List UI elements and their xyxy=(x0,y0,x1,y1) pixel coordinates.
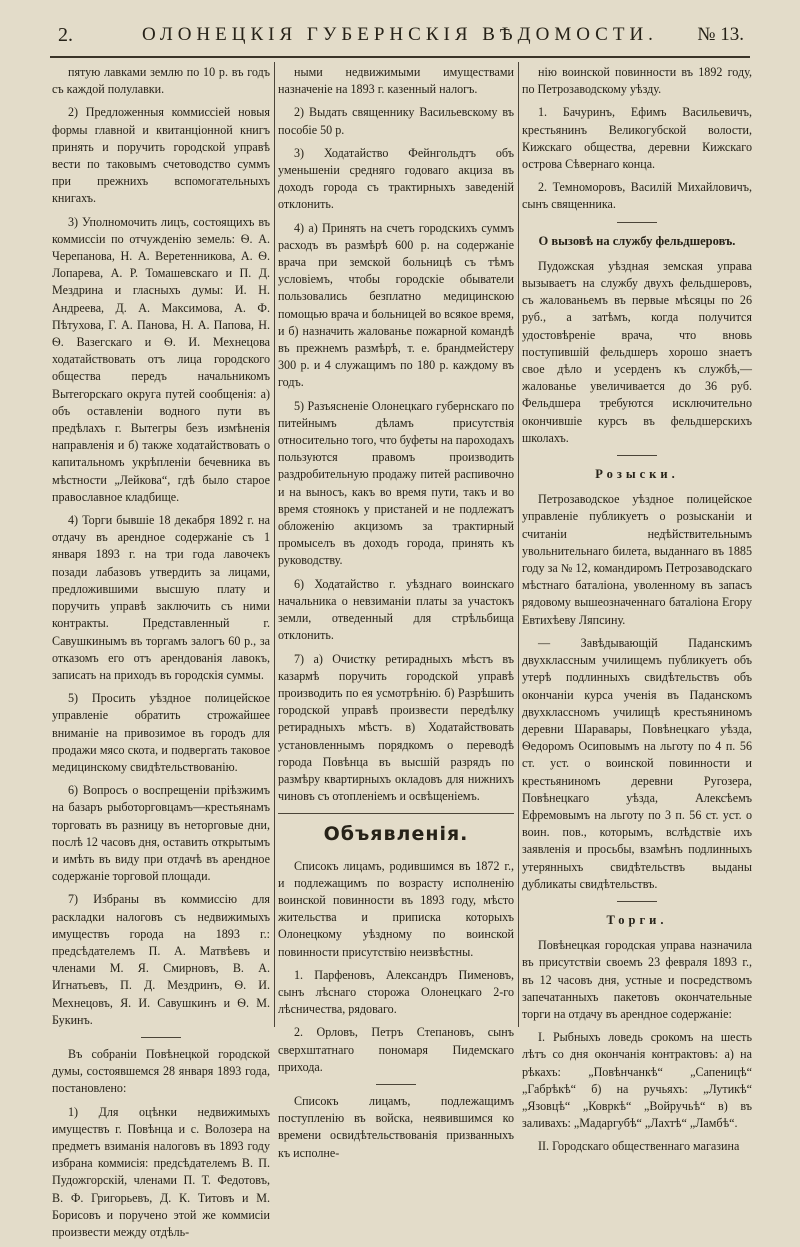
paragraph: — Завѣдывающій Паданскимъ двухклассным училищемъ публикуетъ объ утерѣ подлинныхъ свидѣтельствъ объ окончаніи курса ученія въ Паданскомъ двухклассномъ училищѣ крестьяниномъ деревни Шаравары, Повѣнецкаго уѣзда, Ѳедоромъ Осиповымъ на льготу по 4 п. 56 ст. уст. о воинской повинности и крестьяниномъ деревни Ругозера, Повѣнецкаго уѣзда, Алексѣемъ Ефремовымъ на льготу по 3 п. 56 ст. уст. о воин. пов., которымъ, вслѣдствіе ихъ заявленія и просьбы, взамѣнъ подлинныхъ утерянныхъ свидѣтельствъ выданы дубликаты свидѣтельствъ. xyxy=(522,635,752,891)
paragraph: I. Рыбныхъ ловедь срокомъ на шесть лѣтъ со дня окончанія контрактовъ: а) на рѣкахъ: „Повѣнчанкѣ“ „Сапеницѣ“ „Габрѣкѣ“ б) на ручьяхъ: „Лутикѣ“ „Язовцѣ“ „Ковркѣ“ „Войручьѣ“ в) въ заливахъ: „Мадаргубѣ“ „Лахтѣ“ „Ламбѣ“. xyxy=(522,1030,752,1131)
paragraph: 6) Вопросъ о воспрещеніи пріѣзжимъ на базаръ рыботорговцамъ—крестьянамъ торговать въ разницу въ неторговые дни, послѣ 12 часовъ дня, оставить открытымъ и имѣть въ виду при отдачѣ въ арендное содержаніе торговой площади. xyxy=(52,783,270,884)
paragraph: Списокъ лицамъ, родившимся въ 1872 г., и подлежащимъ по возрасту исполненію воинской повинности въ 1893 году, мѣсто жительства и приписка которыхъ Олонецкому уѣздному по воинской повинности присутствію неизвѣстны. xyxy=(278,858,514,959)
section-divider xyxy=(617,455,657,456)
paragraph: ными недвижимыми имуществами назначеніе на 1893 г. казенный налогъ. xyxy=(278,65,514,97)
page-number: 2. xyxy=(58,24,73,46)
paragraph: Списокъ лицамъ, подлежащимъ поступленію въ войска, неявившимся ко времени освидѣтельствованія призванныхъ къ исполне- xyxy=(278,1093,514,1160)
section-divider xyxy=(141,1037,181,1038)
paragraph: Повѣнецкая городская управа назначила въ присутствіи своемъ 23 февраля 1893 г., въ 12 часовъ дня, устные и посредствомъ запечатанныхъ пакетовъ окончательные торги на отдачу въ арендное содержаніе: xyxy=(522,938,752,1021)
section-heading-feldshers: О вызовѣ на службу фельдшеровъ. xyxy=(538,233,736,248)
paragraph: 7) Избраны въ коммиссію для раскладки налоговъ съ недвижимыхъ имуществъ города на 1893 г.: предсѣдателемъ П. А. Матвѣевъ и членами М. Я. Смирновъ, В. А. Игнатьевъ, П. Д. Мездринъ, Ѳ. И. Мехнецовъ, Я. И. Савушкинъ и Ѳ. М. Букинъ. xyxy=(52,892,270,1027)
paragraph: 4) а) Принять на счетъ городскихъ суммъ расходъ въ размѣрѣ 600 р. на содержаніе врача при земской больницѣ съ тѣмъ условіемъ, чтобы городскіе обыватели пользовались безплатно медицинскою помощью врача и больницей во всякое время, и б) назначить жалованье пожарной командѣ въ прежнемъ размѣрѣ, т. е. брандмейстеру 300 р. и 4 служащимъ по 180 р. каждому въ годъ. xyxy=(278,220,514,390)
paragraph: Петрозаводское уѣздное полицейское управленіе публикуетъ о розысканіи и считаніи недѣйствительнымъ увольнительнаго билета, выданнаго въ 1885 году за № 12, командиромъ Петрозаводскаго мѣстнаго баталіона, уволенному въ запасъ рядовому вышеозначеннаго баталіона Егору Евтихѣеву Ляпсину. xyxy=(522,492,752,627)
column-2 xyxy=(278,64,514,1168)
paragraph: 7) а) Очистку ретирадныхъ мѣстъ въ казармѣ поручить городской управѣ производить по ея усмотрѣнію. б) Разрѣшить городской управѣ произвести передѣлку ретирадныхъ мѣстъ. в) Ходатайствовать установленнымъ порядкомъ о переводѣ города Повѣнца въ высшій разрядъ по размѣру квартирныхъ окладовъ для нижнихъ чиновъ съ отопленіемъ и освѣщеніемъ. xyxy=(278,651,514,804)
paragraph: 5) Просить уѣздное полицейское управленіе обратить строжайшее вниманіе на привозимое въ городъ для продажи мясо скота, и подвергать таковое медицинскому свидѣтельствованію. xyxy=(52,691,270,774)
paragraph: 2) Выдать священнику Васильевскому въ пособіе 50 р. xyxy=(278,105,514,137)
paragraph: 4) Торги бывшіе 18 декабря 1892 г. на отдачу въ арендное содержаніе съ 1 января 1893 г. на три года лавочекъ позади лабазовъ утвердить за лицами, предложившими высшую плату и поручить управѣ заключить съ ними контракты. Представленный г. Савушкинымъ въ торгамъ залогъ 60 р., за отказомъ его отъ арендованія лавокъ, записать на приходъ въ городскія суммы. xyxy=(52,513,270,682)
ads-heading: Объявленія. xyxy=(323,823,469,846)
column-divider xyxy=(518,62,519,1027)
paragraph: 5) Разъясненіе Олонецкаго губернскаго по питейнымъ дѣламъ присутствія относительно того, что буфеты на пароходахъ пользуются правомъ производить раздробительную продажу питей распивочно и на выносъ, какъ во время пути, такъ и во время стоянокъ у пристаней и не подлежатъ обложенію акцизомъ за трактирный промыселъ въ доходъ города, принять къ руководству. xyxy=(278,398,514,568)
section-divider xyxy=(376,1084,416,1085)
section-divider xyxy=(617,901,657,902)
section-heading-auctions: Торги. xyxy=(606,912,668,927)
section-divider xyxy=(278,813,514,814)
issue-number: № 13. xyxy=(697,24,744,45)
paragraph: Въ собраніи Повѣнецкой городской думы, состоявшемся 28 января 1893 года, постановлено: xyxy=(52,1046,270,1096)
paragraph: 1) Для оцѣнки недвижимыхъ имуществъ г. Повѣнца и с. Волозера на предметъ взиманія налоговъ въ 1893 году избрана коммисія: предсѣдателемъ В. П. Пудожгорскій, членами П. Т. Федотовъ, В. Ф. Григорьевъ, Д. К. Титовъ и М. Борисовъ и поручено этой же коммисіи произвести между отдѣль- xyxy=(52,1104,270,1239)
paragraph: 6) Ходатайство г. уѣзднаго воинскаго начальника о невзиманіи платы за участокъ земли, отведенный для стрѣльбища отклонить. xyxy=(278,576,514,643)
newspaper-title: ОЛОНЕЦКІЯ ГУБЕРНСКІЯ ВѢДОМОСТИ. xyxy=(142,24,658,45)
paragraph: 3) Ходатайство Фейнгольдтъ объ уменьшеніи средняго годоваго акциза въ доходъ города съ трактирныхъ заведеній отклонить. xyxy=(278,145,514,212)
header-rule xyxy=(50,56,750,58)
paragraph: 2. Орловъ, Петръ Степановъ, сынъ сверхштатнаго пономаря Пидемскаго прихода. xyxy=(278,1025,514,1074)
column-1 xyxy=(52,64,270,1247)
section-divider xyxy=(617,222,657,223)
paragraph: пятую лавками землю по 10 р. въ годъ съ каждой полулавки. xyxy=(52,65,270,97)
paragraph: 2) Предложенныя коммиссіей новыя формы главной и квитанціонной книгъ принять и поручить городской управѣ вести по таковымъ счетоводство суммъ при прежнихъ вспомогательныхъ книгахъ. xyxy=(52,105,270,206)
column-divider xyxy=(274,62,275,1027)
paragraph: нію воинской повинности въ 1892 году, по Петрозаводскому уѣзду. xyxy=(522,65,752,97)
paragraph: 2. Темноморовъ, Василій Михайловичъ, сынъ священника. xyxy=(522,180,752,212)
column-3 xyxy=(522,64,752,1162)
paragraph: 1. Бачуринъ, Ефимъ Васильевичъ, крестьянинъ Великогубской волости, Кижскаго общества, деревни Кижскаго острова Сѣвернаго конца. xyxy=(522,105,752,172)
section-heading-searches: Розыски. xyxy=(595,467,679,482)
page-header xyxy=(30,20,770,48)
paragraph: Пудожская уѣздная земская управа вызываетъ на службу двухъ фельдшеровъ, съ жалованьемъ въ первые мѣсяцы по 26 руб., а затѣмъ, когда получится удостовѣреніе врача, что вновь поступившій фельдшеръ хорошо знаетъ свое дѣло и усерденъ къ службѣ,—жалованье увеличивается до 36 руб. Фельдшера требуются исключительно окончившіе курсъ въ фельдшерскихъ школахъ. xyxy=(522,258,752,445)
paragraph: 1. Парфеновъ, Александръ Пименовъ, сынъ лѣснаго сторожа Олонецкаго 2-го лѣсничества, рядоваго. xyxy=(278,967,514,1017)
paragraph: 3) Уполномочить лицъ, состоящихъ въ коммиссіи по отчужденію земель: Ѳ. А. Черепанова, Н. А. Веретенникова, А. Ѳ. Лопарева, А. Р. Томашевскаго и П. Д. Мездрина и гласныхъ думы: И. Н. Андреева, Д. А. Максимова, А. Ф. Пѣтухова, Г. А. Панова, Н. А. Папова, Н. Ѳ. Вазегскаго и Ѳ. И. Мехнецова ходатайствовать отъ лица городского общества передъ начальникомъ Вытегорскаго округа путей сообщенія: а) объ оставленіи водного пути въ предѣлахъ г. Вытегры безъ измѣненія направленія и б) также ходатайствовать о капитальномъ укрѣпленіи бечевника въ мѣстности „Лейкова“, гдѣ было старое православное кладбище. xyxy=(52,214,270,504)
paragraph: II. Городскаго общественнаго магазина xyxy=(538,1139,740,1154)
